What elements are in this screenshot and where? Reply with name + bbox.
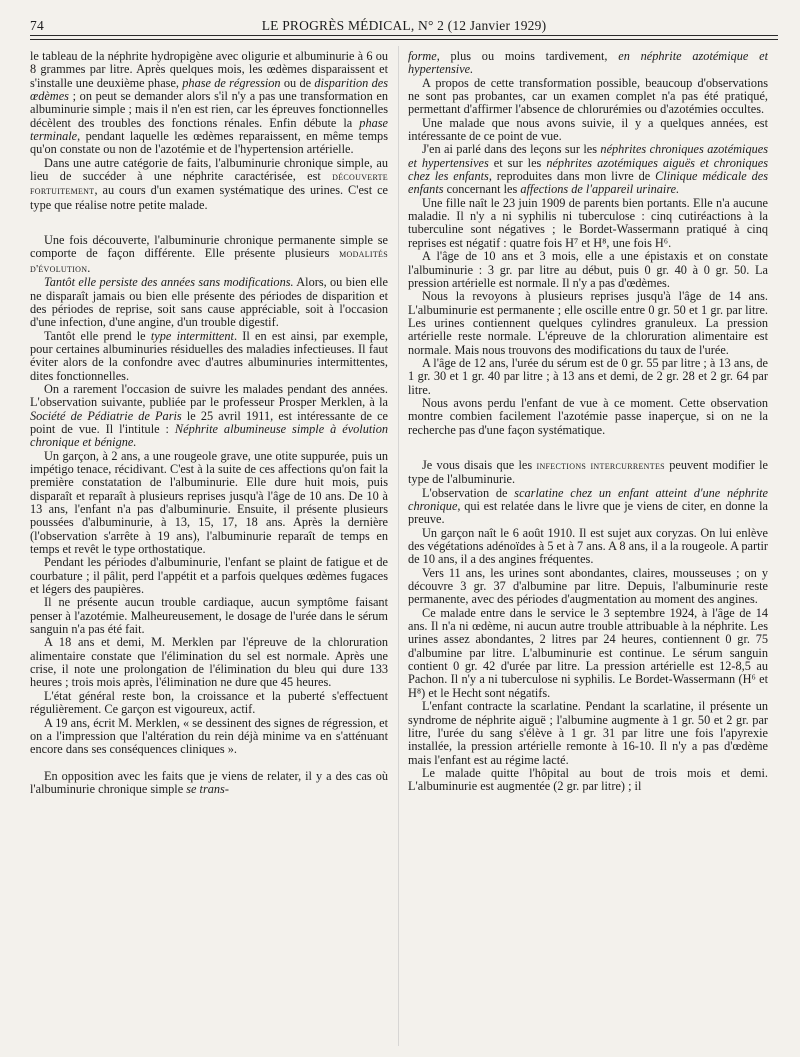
column-separator bbox=[398, 46, 399, 1046]
paragraph: forme, plus ou moins tardivement, en néphrite azotémique et hypertensive. bbox=[408, 50, 768, 77]
paragraph: Vers 11 ans, les urines sont abondantes, claires, mousseuses ; on y découvre 3 gr. 37 d'albumine par litre. Depuis, l'albuminurie reste permanente, avec des périodes d'augmentation au moment des angines. bbox=[408, 565, 768, 607]
paragraph: Nous la revoyons à plusieurs reprises jusqu'à l'âge de 14 ans. L'albuminurie est permanente ; elle oscille entre 0 gr. 50 et 1 gr. par litre. Les urines contiennent quelques cylindres granuleux. La pression artérielle reste normale. L'épreuve de la chloruration alimentaire est normale. Mais nous trouvons des modifications du taux de l'urée. bbox=[408, 289, 768, 357]
paragraph: Tantôt elle persiste des années sans modifications. Alors, ou bien elle ne disparaît jamais ou bien elle présente des périodes de disparition et des périodes de reprise, soit sans cause appréciable, soit à l'occasion d'une infection, d'une angine, d'un trouble digestif. bbox=[30, 275, 388, 330]
paragraph: Le malade quitte l'hôpital au bout de trois mois et demi. L'albuminurie est augmentée (2 gr. par litre) ; il bbox=[408, 765, 768, 794]
paragraph: Une malade que nous avons suivie, il y a quelques années, est intéressante de ce point de vue. bbox=[408, 115, 768, 144]
paragraph: A 19 ans, écrit M. Merklen, « se dessinent des signes de régression, et on a l'impression que l'altération du rein déjà minime va en s'atténuant encore dans ses conséquences cliniques ». bbox=[30, 715, 388, 757]
paragraph: L'état général reste bon, la croissance et la puberté s'effectuent régulièrement. Ce garçon est vigoureux, actif. bbox=[30, 688, 388, 717]
page-number: 74 bbox=[30, 18, 44, 33]
paragraph: A l'âge de 10 ans et 3 mois, elle a une épistaxis et on constate l'albuminurie : 3 gr. par litre au début, puis 0 gr. 40 à 0 gr. 50. La pression artérielle est normale. Il n'y a pas d'œdèmes. bbox=[408, 249, 768, 290]
paragraph: On a rarement l'occasion de suivre les malades pendant des années. L'observation suivante, publiée par le professeur Prosper Merklen, à la Société de Pédiatrie de Paris le 25 avril 1911, est intéressante de ce point de vue. Il l'intitule : Néphrite albumineuse simple à évolution chronique et bénigne. bbox=[30, 381, 388, 450]
paragraph: A 18 ans et demi, M. Merklen par l'épreuve de la chloruration alimentaire constate que l'élimination du sel est normale. Après une crise, il note une prolongation de l'élimination du bleu qui dure 133 heures ; trois mois après, l'élimination ne dure que 45 heures. bbox=[30, 635, 388, 690]
paragraph: En opposition avec les faits que je viens de relater, il y a des cas où l'albuminurie chronique simple se trans- bbox=[30, 768, 388, 796]
paragraph: A l'âge de 12 ans, l'urée du sérum est de 0 gr. 55 par litre ; à 13 ans, de 1 gr. 30 et 1 gr. 40 par litre ; à 13 ans et demi, de 2 gr. 28 et 2 gr. 64 par litre. bbox=[408, 355, 768, 397]
paragraph: Pendant les périodes d'albuminurie, l'enfant se plaint de fatigue et de courbature ; il pâlit, perd l'appétit et a parfois quelques œdèmes fugaces et légers des paupières. bbox=[30, 555, 388, 597]
paragraph: Je vous disais que les infections intercurrentes peuvent modifier le type de l'albuminurie. bbox=[408, 457, 768, 487]
paragraph: J'en ai parlé dans des leçons sur les néphrites chroniques azotémiques et hypertensives et sur les néphrites azotémiques aiguës et chroniques chez les enfants, reproduites dans mon livre de Clinique médicale des enfants concernant les affections de l'appareil urinaire. bbox=[408, 142, 768, 197]
paragraph: L'enfant contracte la scarlatine. Pendant la scarlatine, il présente un syndrome de néphrite aiguë ; l'albumine augmente à 1 gr. 50 et 2 gr. par litre, l'urée du sang s'élève à 1 gr. 31 par litre une fois l'apyrexie installée, la pression artérielle remonte à 16-10. Il n'y a pas d'œdème mais l'enfant est au régime lacté. bbox=[408, 699, 768, 767]
paragraph: Un garçon naît le 6 août 1910. Il est sujet aux coryzas. On lui enlève des végétations adénoïdes à 5 et à 7 ans. A 8 ans, il a la rougeole. A partir de 10 ans, il a des angines fréquentes. bbox=[408, 525, 768, 567]
header-rule-thin bbox=[30, 39, 778, 40]
page-header bbox=[30, 12, 778, 34]
header-rule-thick bbox=[30, 35, 778, 36]
paragraph: Tantôt elle prend le type intermittent. Il en est ainsi, par exemple, pour certaines albuminuries résiduelles des maladies infectieuses. Il faut éviter alors de la confondre avec d'autres albuminuries intermittentes, dites fonctionnelles. bbox=[30, 328, 388, 383]
paragraph: A propos de cette transformation possible, beaucoup d'observations ne sont pas probantes, car un examen complet n'a pas été pratiqué, permettant d'affirmer l'absence de chlorurémies ou d'azotémies occultes. bbox=[408, 75, 768, 117]
paragraph: Ce malade entre dans le service le 3 septembre 1924, à l'âge de 14 ans. Il n'a ni œdème, ni aucun autre trouble attribuable à la néphrite. Les urines assez abondantes, 2 litres par 24 heures, contiennent 0 gr. 75 d'albumine par litre. L'albuminurie est continue. Le sérum sanguin contient 0 gr. 42 d'urée par litre. La pression artérielle est 12-8,5 au Pachon. Il n'y a ni tuberculose ni syphilis. Le Bordet-Wassermann (H⁶ et H⁸) et le Hecht sont négatifs. bbox=[408, 605, 768, 700]
paragraph: Un garçon, à 2 ans, a une rougeole grave, une otite suppurée, puis un impétigo tenace, récidivant. C'est à la suite de ces affections qu'on fait la première constatation de l'albuminurie. Elle dure huit mois, puis disparaît et reparaît à plusieurs reprises jusqu'à l'âge de 10 ans. De 10 à 13 ans, l'enfant n'a pas d'albuminurie. Ensuite, il présente plusieurs poussées d'albuminurie, à 13, 15, 17, 18 ans. Après la dernière (l'observation s'arrête à 19 ans), l'albuminurie reparaît de temps en temps et revêt le type orthostatique. bbox=[30, 448, 388, 557]
paragraph: Dans une autre catégorie de faits, l'albuminurie chronique simple, au lieu de succéder à une néphrite caractérisée, est découverte fortuitement, au cours d'un examen systématique des urines. C'est ce type que réalise notre petite malade. bbox=[30, 155, 388, 212]
right-column bbox=[408, 50, 768, 1045]
running-head: LE PROGRÈS MÉDICAL, N° 2 (12 Janvier 1929) bbox=[261, 18, 547, 33]
paragraph: Une fois découverte, l'albuminurie chronique permanente simple se comporte de façon différente. Elle présente plusieurs modalités d'évolution. bbox=[30, 233, 388, 275]
paragraph: le tableau de la néphrite hydropigène avec oligurie et albuminurie à 6 ou 8 grammes par litre. Après quelques mois, les œdèmes disparaissent et s'installe une deuxième phase, phase de régression ou de disparition des œdèmes ; on peut se demander alors s'il n'y a pas une transformation en albuminurie simple ; mais il n'en est rien, car les épreuves fonctionnelles décèlent des troubles des fonctions rénales. Enfin débute la phase terminale, pendant laquelle les œdèmes reparaissent, en même temps qu'on constate ou non de l'azotémie et de l'hypertension artérielle. bbox=[30, 50, 388, 157]
paragraph: Il ne présente aucun trouble cardiaque, aucun symptôme faisant penser à l'azotémie. Malheureusement, le dosage de l'urée dans le sérum sanguin n'a pas été fait. bbox=[30, 595, 388, 637]
left-column bbox=[30, 50, 388, 1045]
paragraph: L'observation de scarlatine chez un enfant atteint d'une néphrite chronique, qui est relatée dans le livre que je viens de citer, en donne la preuve. bbox=[408, 485, 768, 527]
paragraph: Une fille naît le 23 juin 1909 de parents bien portants. Elle n'a aucune maladie. Il n'y a ni syphilis ni tuberculose : cinq cutiréactions à la tuberculine sont négatives ; le Bordet-Wassermann pratiqué à cinq reprises est négatif : quatre fois H⁷ et H⁸, une fois H⁶. bbox=[408, 195, 768, 250]
paragraph: Nous avons perdu l'enfant de vue à ce moment. Cette observation montre combien facilement l'azotémie passe inaperçue, si on ne la recherche pas d'une façon systématique. bbox=[408, 395, 768, 437]
